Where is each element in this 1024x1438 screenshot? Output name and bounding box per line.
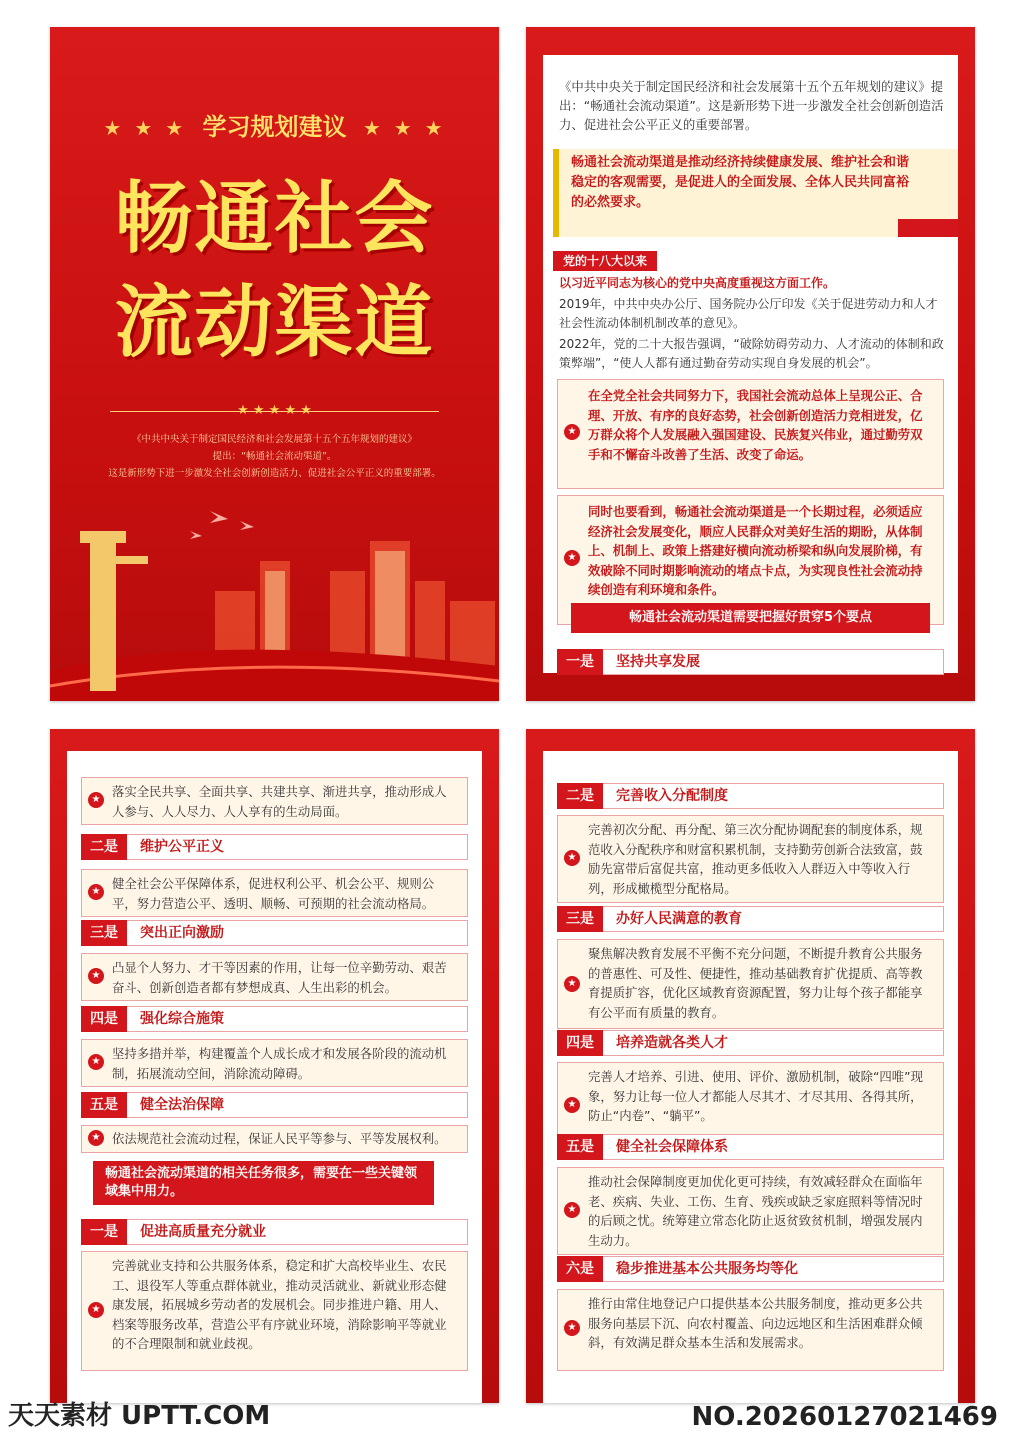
- highlight-text: 畅通社会流动渠道是推动经济持续健康发展、维护社会和谐稳定的客观需要，是促进人的全面发展、全体人民共同富裕的必然要求。: [571, 155, 910, 210]
- card-text: 健全社会公平保障体系，促进权利公平、机会公平、规则公平，努力营造公平、透明、顺畅、可预期的社会流动格局。: [112, 876, 435, 911]
- info-card: [557, 1167, 944, 1255]
- star-icon: ★ ★ ★ ★ ★: [237, 403, 312, 418]
- point-header: [81, 1006, 468, 1032]
- poster-4: [526, 729, 975, 1403]
- point-title: 完善收入分配制度: [616, 788, 728, 804]
- intro-paragraph: 《中共中央关于制定国民经济和社会发展第十五个五年规划的建议》提出：“畅通社会流动渠道”。这是新形势下进一步激发全社会创新创造活力、促进社会公平正义的重要部署。: [559, 79, 944, 132]
- note-line: 这是新形势下进一步激发全社会创新创造活力、促进社会公平正义的重要部署。: [108, 468, 441, 479]
- note-line: 《中共中央关于制定国民经济和社会发展第十五个五年规划的建议》: [131, 434, 417, 445]
- point-header: [557, 649, 944, 675]
- star-icon: ★ ★ ★: [103, 116, 187, 140]
- point-header: [81, 834, 468, 860]
- cover-subtitle-row: [50, 107, 499, 142]
- star-icon: ★ ★ ★: [362, 116, 446, 140]
- card-text: 坚持多措并举，构建覆盖个人成长成才和发展各阶段的流动机制，拓展流动空间，消除流动障碍。: [112, 1046, 447, 1081]
- card-text: 完善人才培养、引进、使用、评价、激励机制，破除“四唯”现象，努力让每一位人才都能人尽其才、才尽其用、各得其所，防止“内卷”、“躺平”。: [588, 1069, 923, 1123]
- point-header: [557, 1134, 944, 1160]
- paragraph-2019: 2019年，中共中央办公厅、国务院办公厅印发《关于促进劳动力和人才社会性流动体制机制改革的意见》。: [559, 297, 938, 330]
- card-text: 完善就业支持和公共服务体系，稳定和扩大高校毕业生、农民工、退役军人等重点群体就业，推动灵活就业、新就业形态健康发展，拓展城乡劳动者的发展机会。同步推进户籍、用人、档案等服务改革，营造公平有序就业环境，消除影响平等就业的不合理限制和就业歧视。: [112, 1258, 447, 1351]
- star-icon: ★: [564, 424, 580, 440]
- info-card: [557, 939, 944, 1029]
- point-header: [81, 1092, 468, 1118]
- point-number: 五是: [81, 1092, 127, 1118]
- info-card: [81, 953, 468, 1001]
- point-title: 坚持共享发展: [616, 654, 700, 670]
- info-card: [81, 869, 468, 917]
- star-icon: ★: [88, 792, 104, 808]
- point-title: 突出正向激励: [140, 925, 224, 941]
- star-icon: ★: [88, 1302, 104, 1318]
- star-icon: ★: [564, 1202, 580, 1218]
- poster-3-content: [67, 751, 482, 1403]
- section-ribbon: 畅通社会流动渠道需要把握好贯穿5个要点: [571, 603, 930, 633]
- point-number: 三是: [557, 906, 603, 932]
- paragraph-2022: 2022年，党的二十大报告强调，“破除妨碍劳动力、人才流动的体制和政策弊端”，“使人人都有通过勤奋劳动实现自身发展的机会”。: [559, 337, 944, 370]
- star-icon: ★: [88, 1054, 104, 1070]
- star-icon: ★: [564, 550, 580, 566]
- point-header: [81, 920, 468, 946]
- note-line: 提出：“畅通社会流动渠道”。: [212, 451, 337, 462]
- point-title: 稳步推进基本公共服务均等化: [616, 1261, 798, 1277]
- card-text: 推动社会保障制度更加优化更可持续，有效减轻群众在面临年老、疾病、失业、工伤、生育、残疾或缺乏家庭照料等情况时的后顾之忧。统筹建立常态化防止返贫致贫机制，增强发展内生动力。: [588, 1174, 923, 1248]
- poster-2: [526, 27, 975, 701]
- cover-title-line1: 畅通社会: [114, 174, 435, 264]
- point-title: 健全社会保障体系: [616, 1139, 728, 1155]
- point-number: 四是: [81, 1006, 127, 1032]
- info-card: [81, 777, 468, 825]
- star-icon: ★: [564, 976, 580, 992]
- card-text: 在全党全社会共同努力下，我国社会流动总体上呈现公正、合理、开放、有序的良好态势，社会创新创造活力竞相迸发，亿万群众将个人发展融入强国建设、民族复兴伟业，通过勤劳双手和不懈奋斗改善了生活、改变了命运。: [588, 388, 923, 462]
- info-card: [557, 1289, 944, 1371]
- section-ribbon: 畅通社会流动渠道的相关任务很多，需要在一些关键领域集中用力。: [93, 1161, 434, 1205]
- star-icon: ★: [88, 884, 104, 900]
- info-card: [81, 1125, 468, 1153]
- watermark-left: 天天素材 UPTT.COM: [8, 1401, 271, 1431]
- highlight-box: [553, 149, 958, 237]
- point-title: 强化综合施策: [140, 1011, 224, 1027]
- point-title: 培养造就各类人才: [616, 1035, 728, 1051]
- card-text: 同时也要看到，畅通社会流动渠道是一个长期过程，必须适应经济社会发展变化，顺应人民群众对美好生活的期盼，从体制上、机制上、政策上搭建好横向流动桥梁和纵向发展阶梯，有效破除不同时期影响流动的堵点卡点，为实现良性社会流动持续创造有利环境和条件。: [588, 504, 923, 597]
- section-tag: 党的十八大以来: [553, 251, 657, 271]
- point-header: [557, 783, 944, 809]
- point-number: 一是: [557, 649, 603, 675]
- point-number: 二是: [81, 834, 127, 860]
- city-skyline-illustration: [50, 501, 499, 701]
- cover-subtitle: 学习规划建议: [202, 113, 347, 141]
- point-number: 二是: [557, 783, 603, 809]
- point-title: 促进高质量充分就业: [140, 1224, 266, 1240]
- point-number: 一是: [81, 1219, 127, 1245]
- point-number: 三是: [81, 920, 127, 946]
- info-card: [557, 815, 944, 903]
- cover-note: [70, 431, 479, 482]
- card-text: 推行由常住地登记户口提供基本公共服务制度，推动更多公共服务向基层下沉、向农村覆盖、向边远地区和生活困难群众倾斜，有效满足群众基本生活和发展需求。: [588, 1296, 923, 1350]
- point-header: [81, 1219, 468, 1245]
- info-card: [81, 1039, 468, 1087]
- point-header: [557, 1030, 944, 1056]
- card-text: 聚焦解决教育发展不平衡不充分问题，不断提升教育公共服务的普惠性、可及性、便捷性，推动基础教育扩优提质、高等教育提质扩容，优化区域教育资源配置，努力让每个孩子都能享有公平而有质量的教育。: [588, 946, 923, 1020]
- cover-title-line2: 流动渠道: [114, 278, 435, 368]
- point-number: 六是: [557, 1256, 603, 1282]
- poster-2-content: [543, 55, 958, 673]
- info-card: [557, 379, 944, 489]
- point-header: [557, 906, 944, 932]
- star-icon: ★: [564, 1320, 580, 1336]
- point-title: 健全法治保障: [140, 1097, 224, 1113]
- watermark-right: NO.20260127021469: [691, 1402, 998, 1432]
- star-icon: ★: [564, 850, 580, 866]
- poster-4-content: [543, 751, 958, 1403]
- cover-poster: [50, 27, 499, 701]
- point-title: 维护公平正义: [140, 839, 224, 855]
- decor-stripe: [898, 219, 958, 237]
- point-title: 办好人民满意的教育: [616, 911, 742, 927]
- star-icon: ★: [88, 968, 104, 984]
- card-text: 落实全民共享、全面共享、共建共享、渐进共享，推动形成人人参与、人人尽力、人人享有的生动局面。: [112, 784, 447, 819]
- point-number: 四是: [557, 1030, 603, 1056]
- point-number: 五是: [557, 1134, 603, 1160]
- poster-3: [50, 729, 499, 1403]
- star-icon: ★: [564, 1097, 580, 1113]
- lead-text: 以习近平同志为核心的党中央高度重视这方面工作。: [559, 276, 836, 290]
- card-text: 凸显个人努力、才干等因素的作用，让每一位辛勤劳动、艰苦奋斗、创新创造者都有梦想成真、人生出彩的机会。: [112, 960, 447, 995]
- point-header: [557, 1256, 944, 1282]
- card-text: 完善初次分配、再分配、第三次分配协调配套的制度体系，规范收入分配秩序和财富积累机制，支持勤劳创新合法致富，鼓励先富带后富促共富，推动更多低收入人群迈入中等收入行列，形成橄榄型分配格局。: [588, 822, 923, 896]
- star-icon: ★: [88, 1130, 104, 1146]
- card-text: 依法规范社会流动过程，保证人民平等参与、平等发展权利。: [112, 1131, 447, 1146]
- info-card: [81, 1251, 468, 1371]
